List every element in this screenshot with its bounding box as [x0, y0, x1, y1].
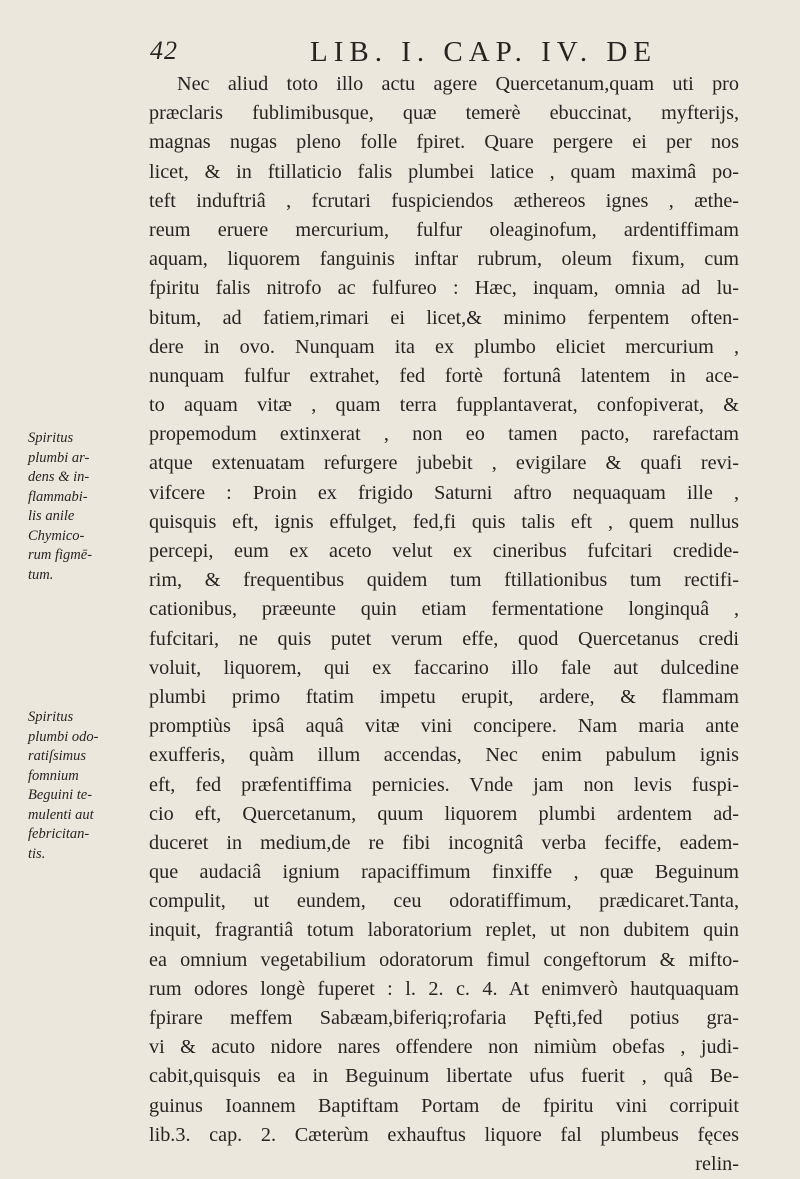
text-line: teft induftriâ , fcrutari fuspiciendos æthereos ignes , æthe-: [149, 189, 739, 212]
text-line: propemodum extinxerat , non eo tamen pacto, rarefactam: [149, 423, 739, 446]
margin-note-line: flammabi-: [28, 488, 88, 505]
text-line: cio eft, Quercetanum, quum liquorem plumbi ardentem ad-: [149, 802, 739, 825]
margin-note-line: lis anile: [28, 508, 75, 524]
text-line: dere in ovo. Nunquam ita ex plumbo eliciet mercurium ,: [149, 335, 739, 358]
text-line: to aquam vitæ , quam terra fupplantaverat, confopiverat, &: [149, 394, 739, 417]
text-line: plumbi primo ftatim impetu erupit, ardere, & flammam: [149, 685, 739, 708]
text-line: cationibus, præeunte quin etiam fermentatione longinquâ ,: [149, 598, 739, 621]
margin-note-spiritus-odoratissimus: [28, 708, 148, 864]
text-line: bitum, ad fatiem,rimari ei licet,& minimo ferpentem often-: [149, 306, 739, 329]
text-line: eft, fed præfentiffima pernicies. Vnde jam non levis fuspi-: [149, 773, 739, 796]
text-line: reum eruere mercurium, fulfur oleaginofum, ardentiffimam: [149, 218, 739, 241]
text-line: magnas nugas pleno folle fpiret. Quare pergere ei per nos: [149, 131, 739, 154]
margin-note-spiritus-ardens: [28, 429, 148, 585]
margin-note-line: tum.: [28, 566, 54, 583]
text-line: rim, & frequentibus quidem tum ftillationibus tum rectifi-: [149, 569, 739, 592]
text-line: inquit, fragrantiâ totum laboratorium replet, ut non dubitem quin: [149, 919, 739, 942]
text-line: duceret in medium,de re fibi incognitâ verba feciffe, eadem-: [149, 831, 739, 854]
margin-note-line: plumbi odo-: [28, 728, 99, 745]
text-line: aquam, liquorem fanguinis inftar rubrum, oleum fixum, cum: [149, 248, 739, 271]
text-line: vifcere : Proin ex frigido Saturni aftro nequaquam ille ,: [149, 481, 739, 504]
text-line: percepi, eum ex aceto velut ex cineribus fufcitari credide-: [149, 540, 739, 562]
margin-note-line: febricitan-: [28, 826, 90, 842]
text-line: compulit, ut eundem, ceu odoratiffimum, prædicaret.Tanta,: [149, 890, 739, 913]
margin-note-line: dens & in-: [28, 469, 90, 485]
page-number: 42: [150, 36, 178, 65]
margin-note-line: Beguini te-: [28, 787, 93, 803]
text-line: ea omnium vegetabilium odoratorum fimul congeftorum & mifto-: [149, 948, 739, 971]
text-line: voluit, liquorem, qui ex faccarino illo fale aut dulcedine: [149, 656, 739, 679]
text-line: atque extenuatam refurgere jubebit , evigilare & quafi revi-: [149, 452, 739, 475]
margin-note-line: tis.: [28, 845, 46, 862]
margin-note-line: rum figmē-: [28, 547, 93, 563]
text-line: guinus Ioannem Baptiftam Portam de fpiritu vini corripuit: [149, 1094, 739, 1117]
text-line: que audaciâ ignium rapaciffimum finxiffe , quæ Beguinum: [149, 861, 739, 884]
text-line: licet, & in ftillaticio falis plumbei latice , quam maximâ po-: [149, 160, 739, 183]
text-line: promptiùs ipsâ aquâ vitæ vini concipere. Nam maria ante: [149, 715, 739, 738]
running-head: LIB. I. CAP. IV. DE: [310, 36, 658, 68]
catchword-line: relin-: [695, 1152, 739, 1175]
margin-note-line: mulenti aut: [28, 806, 94, 823]
text-line: præclaris fublimibusque, quæ temerè ebuccinat, myfterijs,: [149, 102, 739, 125]
text-line: nunquam fulfur extrahet, fed fortè fortunâ latentem in ace-: [149, 364, 739, 387]
text-line: Nec aliud toto illo actu agere Quercetanum,quam uti pro: [177, 73, 739, 95]
text-line: quisquis eft, ignis effulget, fed,fi quis talis eft , quem nullus: [149, 510, 739, 533]
body-text: [149, 70, 739, 1179]
text-line: lib.3. cap. 2. Cæterùm exhauftus liquore fal plumbeus fęces: [149, 1123, 739, 1146]
margin-note-line: plumbi ar-: [28, 449, 90, 466]
margin-note-line: fomnium: [28, 767, 79, 784]
text-line: cabit,quisquis ea in Beguinum libertate ufus fuerit , quâ Be-: [149, 1065, 739, 1088]
margin-note-line: ratiſsimus: [28, 748, 87, 764]
text-line: fpirare meffem Sabæam,biferiq;rofaria Pęfti,fed potius gra-: [149, 1007, 739, 1029]
text-line: rum odores longè fuperet : l. 2. c. 4. At enimverò hautquaquam: [149, 977, 739, 1000]
text-line: fufcitari, ne quis putet verum effe, quod Quercetanus credi: [149, 627, 739, 650]
margin-note-line: Chymico-: [28, 527, 85, 544]
margin-note-line: Spiritus: [28, 430, 74, 446]
text-line: exufferis, quàm illum accendas, Nec enim pabulum ignis: [149, 744, 739, 767]
margin-note-line: Spiritus: [28, 709, 74, 725]
text-line: vi & acuto nidore nares offendere non nimiùm obefas , judi-: [149, 1036, 739, 1059]
text-line: fpiritu falis nitrofo ac fulfureo : Hæc, inquam, omnia ad lu-: [149, 277, 739, 300]
